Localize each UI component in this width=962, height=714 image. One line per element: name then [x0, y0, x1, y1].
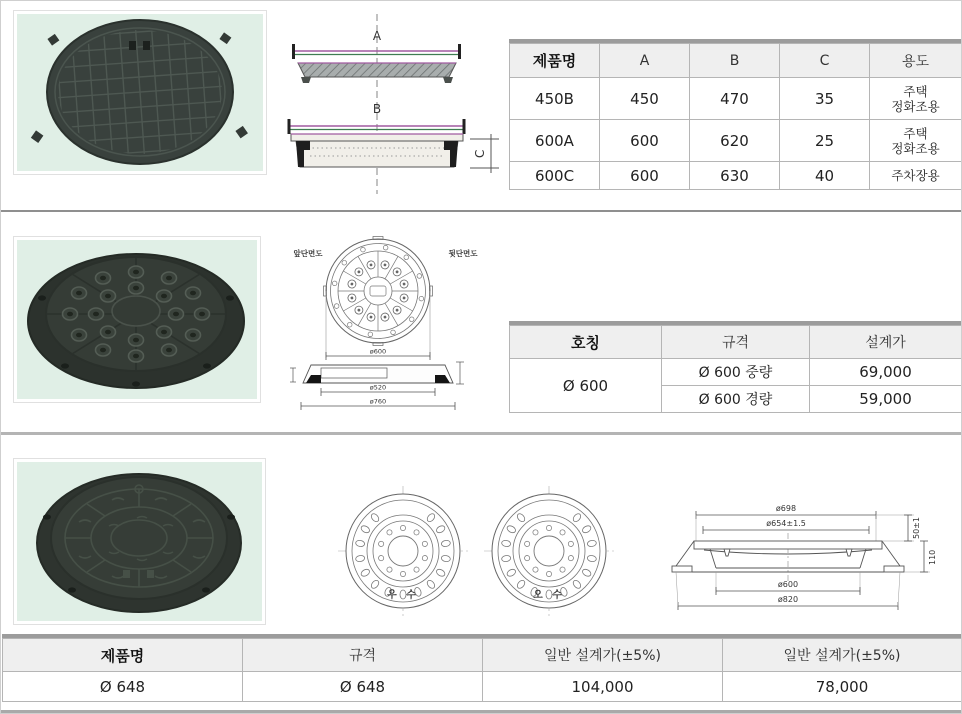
cover-center: [112, 296, 160, 326]
table-row: [510, 78, 962, 120]
dimension-line-a: [292, 44, 461, 59]
photo-manhole-cover-bossed: [13, 236, 261, 403]
model-cell: Ø 648: [3, 672, 243, 702]
use-cell: 주차장용: [870, 162, 962, 190]
svg-text:ø600: ø600: [777, 580, 799, 589]
svg-text:50±1: 50±1: [912, 517, 921, 539]
spec-table-1-wrap: [509, 39, 961, 190]
price-cell: 69,000: [810, 359, 962, 386]
price-table-600-wrap: [509, 321, 961, 413]
dim-110: [904, 541, 937, 572]
section-divider-2: [1, 432, 962, 435]
manhole-cover-patterned-image: [17, 462, 262, 621]
dim-label-c: C: [473, 149, 487, 158]
use-cell: 주택 정화조용: [870, 120, 962, 162]
spec-cell: Ø 600 경량: [662, 386, 810, 413]
dim-label-a: A: [372, 29, 382, 43]
frame-section-profile: [290, 362, 464, 384]
price2-cell: 78,000: [723, 672, 962, 702]
c-cell: 40: [780, 162, 870, 190]
header-b: B: [690, 44, 780, 78]
frame-cross-section: [291, 134, 463, 167]
photo-background: [17, 462, 262, 621]
header-a: A: [600, 44, 690, 78]
dim-654: [703, 519, 869, 534]
header-price1: 일반 설계가(±5%): [483, 639, 723, 672]
table-row: [3, 672, 962, 702]
dimension-line-b: [288, 119, 466, 134]
photo-background: [17, 14, 263, 171]
drawing-plan-600: [273, 234, 513, 412]
header-spec: 규격: [662, 326, 810, 359]
photo-manhole-cover-grid: [13, 10, 267, 175]
price-cell: 59,000: [810, 386, 962, 413]
photo-manhole-cover-patterned: [13, 458, 266, 625]
header-price2: 일반 설계가(±5%): [723, 639, 962, 672]
manhole-cover-bossed-image: [17, 240, 257, 399]
header-model: 제품명: [510, 44, 600, 78]
mark-sewage: 오 수: [533, 590, 565, 601]
dim-520: [321, 384, 435, 397]
plan-view-circle: [324, 237, 433, 346]
manhole-cover-grid-image: [17, 14, 263, 171]
table-row: [510, 162, 962, 190]
model-cell: 600C: [510, 162, 600, 190]
dim-50: [876, 515, 921, 541]
price-table-600: [509, 325, 962, 413]
label-rear-section: 뒷단면도: [448, 249, 478, 258]
dim-760: [301, 398, 455, 411]
label-front-section: 앞단면도: [293, 249, 323, 258]
c-cell: 25: [780, 120, 870, 162]
use-cell: 주택 정화조용: [870, 78, 962, 120]
dim-600: [326, 348, 430, 361]
drawing-section-648: [664, 479, 962, 627]
page-bottom-rule: [1, 710, 962, 713]
b-cell: 630: [690, 162, 780, 190]
svg-text:ø654±1.5: ø654±1.5: [766, 519, 806, 528]
model-cell: 450B: [510, 78, 600, 120]
svg-text:110: 110: [928, 549, 937, 565]
header-use: 용도: [870, 44, 962, 78]
drawing-plans-648: [336, 477, 661, 629]
header-model: 제품명: [3, 639, 243, 672]
a-cell: 600: [600, 120, 690, 162]
svg-text:ø820: ø820: [777, 595, 799, 604]
table-row: [510, 359, 962, 386]
svg-text:ø698: ø698: [775, 504, 797, 513]
header-c: C: [780, 44, 870, 78]
model-cell: 600A: [510, 120, 600, 162]
b-cell: 470: [690, 78, 780, 120]
plan-view-storm: [338, 486, 468, 616]
dim-label-b: B: [372, 102, 382, 116]
spec-cell: Ø 600 중량: [662, 359, 810, 386]
header-name: 호칭: [510, 326, 662, 359]
a-cell: 600: [600, 162, 690, 190]
price-table-648: [2, 638, 962, 702]
spec-cell: Ø 648: [243, 672, 483, 702]
price-table-648-wrap: [2, 634, 961, 702]
mark-storm-water: 우 수: [387, 590, 419, 601]
svg-text:ø520: ø520: [369, 383, 387, 392]
spec-table-1: [509, 43, 962, 190]
photo-background: [17, 240, 257, 399]
drawing-section-abc: [286, 6, 501, 206]
svg-text:ø760: ø760: [369, 397, 387, 406]
name-cell: Ø 600: [510, 359, 662, 413]
plan-view-sewage: [484, 486, 614, 616]
svg-text:ø600: ø600: [369, 347, 387, 356]
b-cell: 620: [690, 120, 780, 162]
header-spec: 규격: [243, 639, 483, 672]
section-divider-1: [1, 210, 962, 212]
c-cell: 35: [780, 78, 870, 120]
price1-cell: 104,000: [483, 672, 723, 702]
a-cell: 450: [600, 78, 690, 120]
header-price: 설계가: [810, 326, 962, 359]
table-row: [510, 120, 962, 162]
